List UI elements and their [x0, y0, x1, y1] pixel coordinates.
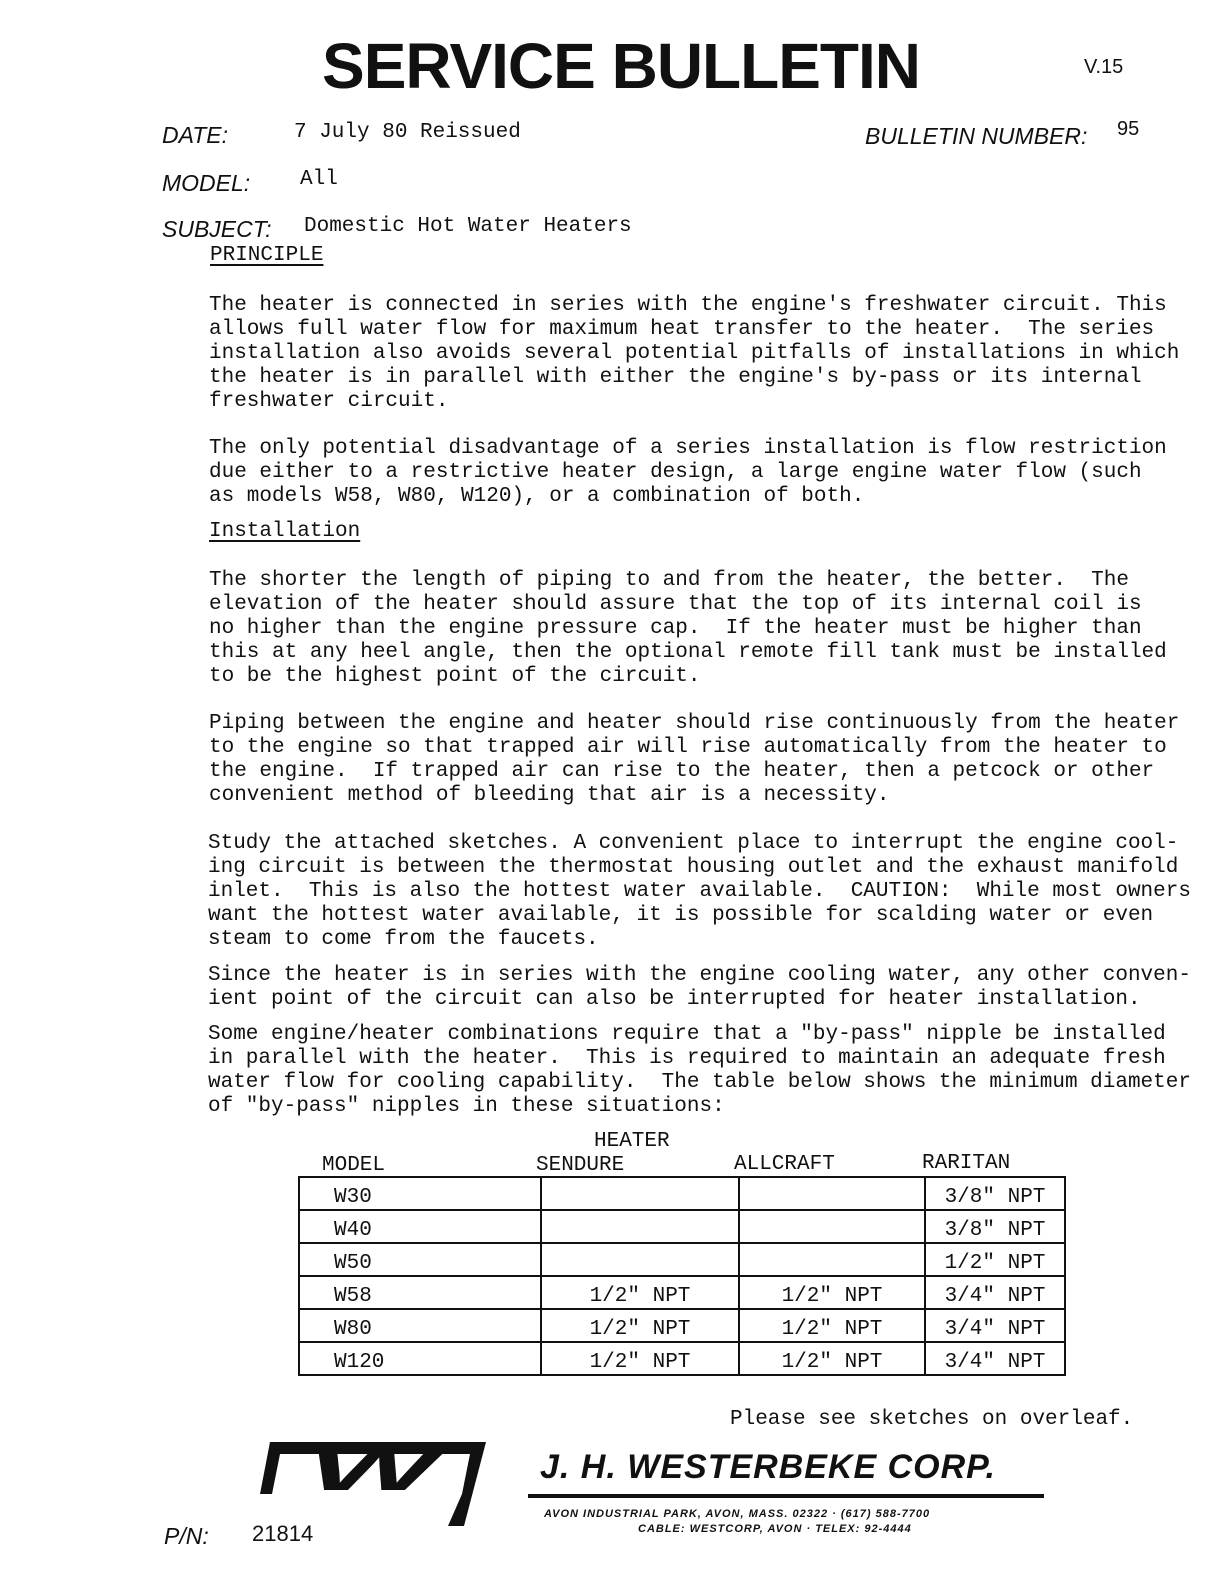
table-row — [299, 1243, 1065, 1276]
date-label: DATE: — [162, 122, 229, 148]
cell-raritan: 3/8" NPT — [925, 1210, 1065, 1243]
company-cable: CABLE: WESTCORP, AVON · TELEX: 92-4444 — [638, 1523, 912, 1535]
paragraph-principle-1: The heater is connected in series with the engine's freshwater circuit. This allows full water flow for maximum heat transfer to the heater. The series installation also avoids several potential pitfalls of installations in which the heater is in parallel with either the engine's by-pass or its internal freshwater circuit. — [209, 294, 1180, 413]
westerbeke-logo — [250, 1434, 500, 1526]
pn-value: 21814 — [252, 1521, 314, 1546]
overleaf-note: Please see sketches on overleaf. — [730, 1408, 1134, 1431]
table-header-model: MODEL — [322, 1154, 386, 1177]
cell-sendure: 1/2" NPT — [541, 1342, 739, 1375]
cell-allcraft — [739, 1177, 925, 1210]
cell-model: W58 — [299, 1276, 541, 1309]
company-name: J. H. WESTERBEKE CORP. — [540, 1448, 996, 1486]
table-header-allcraft: ALLCRAFT — [734, 1153, 835, 1176]
page-title: SERVICE BULLETIN — [322, 30, 920, 102]
cell-allcraft: 1/2" NPT — [739, 1309, 925, 1342]
paragraph-installation-3: Study the attached sketches. A convenient place to interrupt the engine cool- ing circuit is between the thermostat housing outlet and the exhaust manifold inlet. This is also the hottest water available. CAUTION: While most owners want the hottest water available, it is possible for scalding water or even steam to come from the faucets. — [208, 832, 1191, 951]
table-group-header: HEATER — [594, 1130, 670, 1153]
table-row — [299, 1342, 1065, 1375]
table-header-sendure: SENDURE — [536, 1154, 625, 1177]
paragraph-installation-1: The shorter the length of piping to and from the heater, the better. The elevation of the heater should assure that the top of its internal coil is no higher than the engine pressure cap. If the heater must be higher than this at any heel angle, then the optional remote fill tank must be installed to be the highest point of the circuit. — [209, 569, 1167, 688]
subject-label: SUBJECT: — [162, 216, 272, 242]
cell-model: W120 — [299, 1342, 541, 1375]
cell-model: W30 — [299, 1177, 541, 1210]
cell-sendure: 1/2" NPT — [541, 1276, 739, 1309]
footer-rule — [528, 1494, 1044, 1498]
logo-letter: W — [308, 1436, 449, 1503]
date-note: Reissued — [420, 121, 521, 144]
paragraph-installation-2: Piping between the engine and heater should rise continuously from the heater to the engine so that trapped air will rise automatically from the heater to the engine. If trapped air can rise to the heater, then a petcock or other convenient method of bleeding that air is a necessity. — [209, 712, 1180, 807]
installation-heading: Installation — [209, 520, 361, 543]
table-row — [299, 1210, 1065, 1243]
table-header-raritan: RARITAN — [922, 1152, 1011, 1175]
cell-raritan: 3/8" NPT — [925, 1177, 1065, 1210]
version-label: V.15 — [1084, 56, 1124, 78]
cell-sendure — [541, 1177, 739, 1210]
cell-allcraft — [739, 1210, 925, 1243]
bypass-table — [298, 1176, 1066, 1376]
subject-value: Domestic Hot Water Heaters — [304, 215, 632, 238]
cell-allcraft — [739, 1243, 925, 1276]
cell-raritan: 3/4" NPT — [925, 1309, 1065, 1342]
model-value: All — [300, 168, 338, 191]
cell-sendure: 1/2" NPT — [541, 1309, 739, 1342]
paragraph-installation-5: Some engine/heater combinations require that a "by-pass" nipple be installed in parallel with the heater. This is required to maintain an adequate fresh water flow for cooling capability. The table below shows the minimum diameter of "by-pass" nipples in these situations: — [208, 1023, 1191, 1118]
paragraph-installation-4: Since the heater is in series with the engine cooling water, any other conven- ient point of the circuit can also be interrupted for heater installation. — [208, 964, 1191, 1011]
table-row — [299, 1276, 1065, 1309]
cell-model: W80 — [299, 1309, 541, 1342]
cell-sendure — [541, 1243, 739, 1276]
paragraph-principle-2: The only potential disadvantage of a series installation is flow restriction due either to a restrictive heater design, a large engine water flow (such as models W58, W80, W120), or a combination of both. — [209, 437, 1167, 508]
cell-model: W50 — [299, 1243, 541, 1276]
date-value: 7 July 80 — [294, 121, 408, 144]
table-row — [299, 1177, 1065, 1210]
cell-allcraft: 1/2" NPT — [739, 1342, 925, 1375]
bulletin-number-label: BULLETIN NUMBER: — [865, 123, 1088, 149]
cell-raritan: 3/4" NPT — [925, 1276, 1065, 1309]
cell-raritan: 3/4" NPT — [925, 1342, 1065, 1375]
table-row — [299, 1309, 1065, 1342]
model-label: MODEL: — [162, 170, 251, 196]
bulletin-number-value: 95 — [1117, 118, 1140, 140]
cell-allcraft: 1/2" NPT — [739, 1276, 925, 1309]
cell-model: W40 — [299, 1210, 541, 1243]
cell-raritan: 1/2" NPT — [925, 1243, 1065, 1276]
principle-heading: PRINCIPLE — [210, 244, 324, 267]
company-address: AVON INDUSTRIAL PARK, AVON, MASS. 02322 · (617) 588-7700 — [544, 1508, 931, 1520]
cell-sendure — [541, 1210, 739, 1243]
pn-label: P/N: — [164, 1523, 209, 1549]
